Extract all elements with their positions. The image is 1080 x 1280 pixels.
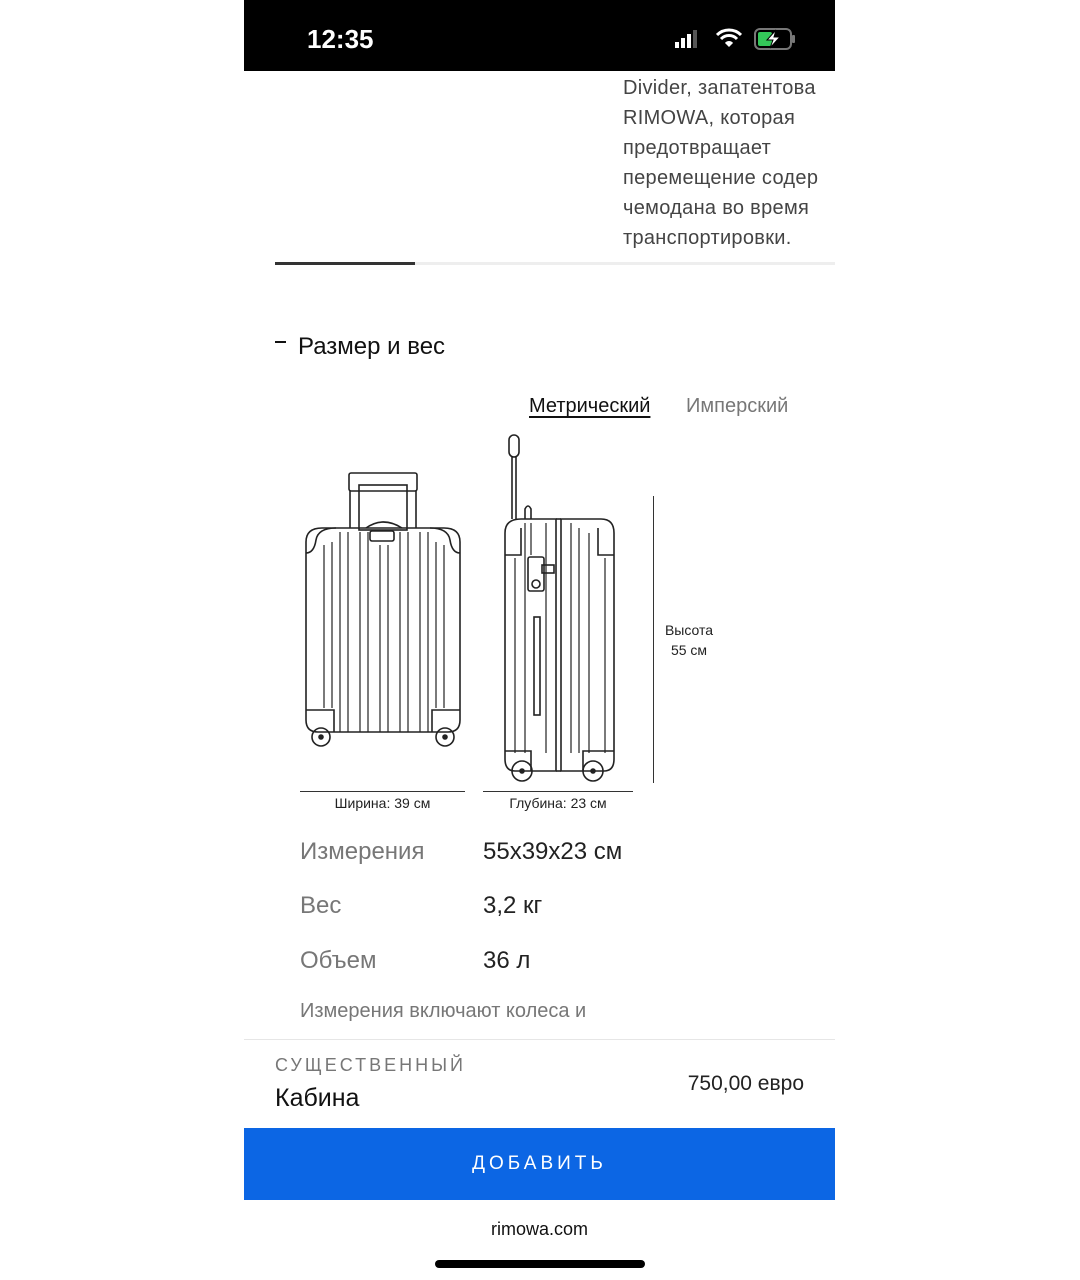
description-line: предотвращает bbox=[623, 137, 772, 159]
battery-charging-icon bbox=[754, 28, 796, 50]
description-line: транспортировки. bbox=[623, 227, 792, 249]
spec-label: Объем bbox=[300, 947, 377, 974]
depth-dimension-line bbox=[483, 791, 633, 792]
wifi-icon bbox=[716, 28, 742, 48]
spec-value: 3,2 кг bbox=[483, 892, 543, 919]
section-title: Размер и вес bbox=[298, 333, 446, 360]
description-line: чемодана во время bbox=[623, 197, 810, 219]
tab-metric[interactable]: Метрический bbox=[529, 395, 651, 417]
collapse-minus-icon bbox=[275, 341, 286, 343]
description-line: Divider, запатентова bbox=[623, 77, 816, 99]
add-to-cart-button[interactable]: ДОБАВИТЬ bbox=[244, 1128, 835, 1200]
product-price: 750,00 евро bbox=[687, 1072, 804, 1095]
phone-screen bbox=[244, 0, 835, 1280]
width-dimension-line bbox=[300, 791, 465, 792]
spec-value: 55x39x23 см bbox=[483, 838, 623, 865]
depth-label: Глубина: 23 см bbox=[509, 795, 607, 811]
carousel-progress-fill bbox=[275, 262, 415, 265]
height-label: Высота bbox=[664, 622, 714, 638]
product-category: СУЩЕСТВЕННЫЙ bbox=[275, 1055, 466, 1075]
section-size-weight-toggle[interactable] bbox=[275, 333, 445, 361]
status-time: 12:35 bbox=[307, 24, 374, 54]
divider bbox=[244, 1039, 835, 1040]
product-name: Кабина bbox=[275, 1084, 360, 1112]
dimensions-note: Измерения включают колеса и bbox=[300, 1000, 587, 1022]
suitcase-front-illustration bbox=[304, 470, 464, 752]
height-value: 55 см bbox=[670, 642, 708, 658]
description-line: перемещение содер bbox=[623, 167, 819, 189]
tab-imperial[interactable]: Имперский bbox=[686, 395, 789, 417]
cellular-signal-icon bbox=[675, 30, 705, 48]
description-line: RIMOWA, которая bbox=[623, 107, 796, 129]
feature-description bbox=[623, 73, 835, 253]
spec-value: 36 л bbox=[483, 947, 531, 974]
suitcase-side-illustration bbox=[501, 433, 621, 785]
height-dimension-line bbox=[653, 496, 654, 783]
spec-label: Вес bbox=[300, 892, 342, 919]
home-indicator[interactable] bbox=[435, 1260, 645, 1268]
browser-url[interactable]: rimowa.com bbox=[490, 1219, 588, 1239]
carousel-progress[interactable] bbox=[275, 262, 835, 265]
spec-label: Измерения bbox=[300, 838, 425, 865]
width-label: Ширина: 39 см bbox=[334, 795, 431, 811]
status-bar bbox=[244, 0, 835, 71]
